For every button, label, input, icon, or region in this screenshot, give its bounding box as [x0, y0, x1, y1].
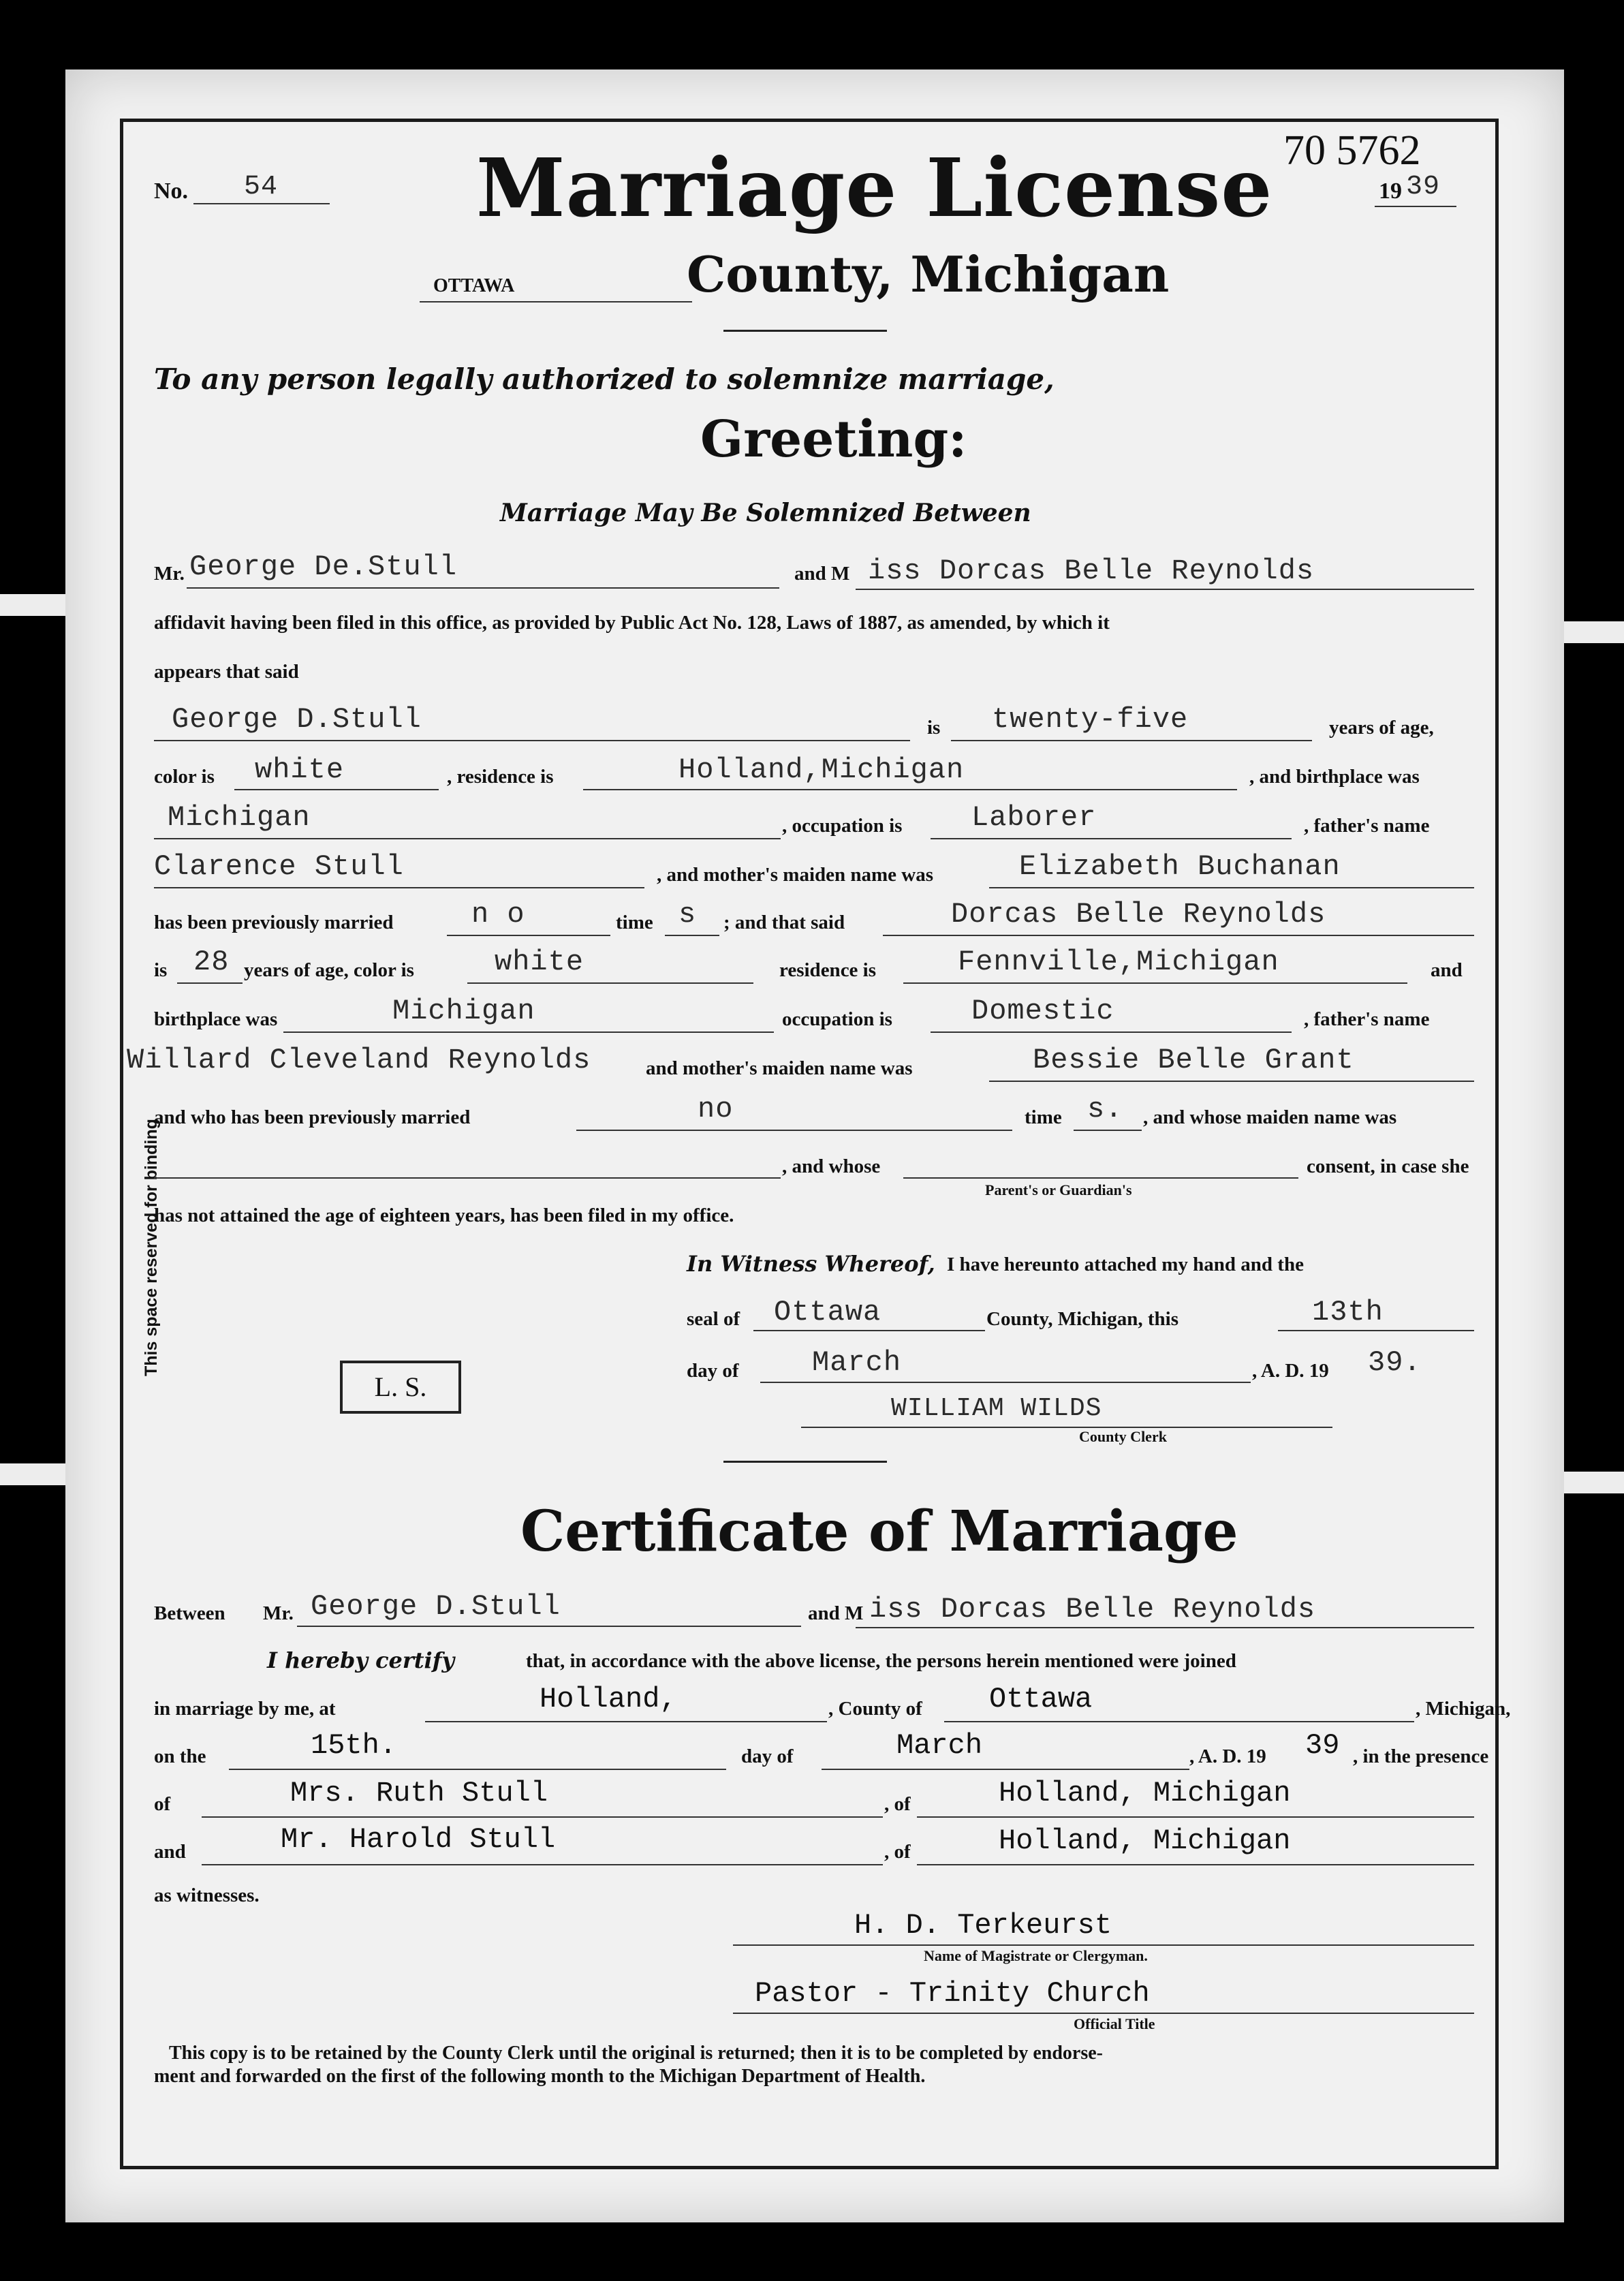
is-label-2: is — [154, 959, 168, 981]
cert-and-label: and — [154, 1841, 186, 1863]
time-label: time — [616, 912, 653, 933]
year-prefix: 19 — [1379, 179, 1402, 204]
witness2-of-underline — [917, 1864, 1474, 1865]
license-no-underline — [193, 203, 330, 204]
witness1-name: Mrs. Ruth Stull — [290, 1777, 548, 1810]
groom-color-underline — [234, 789, 439, 790]
maiden-name-underline — [154, 1177, 781, 1179]
groom-prev-underline — [447, 935, 610, 936]
county-underline — [420, 301, 692, 302]
witness-month-underline — [760, 1382, 1251, 1383]
affidavit-line-2: appears that said — [154, 661, 299, 683]
cert-year: 39 — [1305, 1729, 1340, 1762]
cert-county: Ottawa — [989, 1683, 1093, 1716]
bride-occupation-underline — [931, 1031, 1292, 1033]
bride-residence-label: residence is — [779, 959, 877, 981]
cert-and-miss-label: and M — [808, 1602, 864, 1624]
groom-prev-married: n o — [471, 898, 525, 931]
official-title: Pastor - Trinity Church — [755, 1977, 1150, 2010]
bride-time-label: time — [1025, 1106, 1062, 1128]
scan-bar-left-top — [0, 594, 68, 616]
cert-groom: George D.Stull — [311, 1590, 561, 1623]
groom-mother-underline — [989, 887, 1474, 888]
cert-county-underline — [944, 1721, 1414, 1722]
day-of-label: day of — [687, 1360, 739, 1382]
footer-line-2: ment and forwarded on the first of the following month to the Michigan Department of Health. — [154, 2066, 926, 2087]
cert-day: 15th. — [311, 1729, 397, 1762]
license-no-label: No. — [154, 179, 189, 204]
cert-month-underline — [822, 1769, 1189, 1770]
license-title: Marriage License — [476, 140, 1273, 235]
presence-label: , in the presence — [1353, 1745, 1489, 1767]
cert-of-label-3: , of — [884, 1841, 911, 1863]
mother-label: , and mother's maiden name was — [657, 864, 934, 886]
bride-age: 28 — [193, 946, 230, 978]
eighteen-label: has not attained the age of eighteen years, has been filed in my office. — [154, 1205, 734, 1226]
cert-day-underline — [229, 1769, 726, 1770]
years-label: years of age, — [1329, 717, 1434, 739]
bride-occupation: Domestic — [971, 995, 1114, 1027]
witness1-of: Holland, Michigan — [999, 1777, 1291, 1810]
witness1-underline — [202, 1816, 883, 1818]
mr-label: Mr. — [154, 563, 185, 585]
groom-name-underline — [187, 587, 779, 589]
greeting-subheading: Marriage May Be Solemnized Between — [500, 499, 1031, 527]
clerk-caption: County Clerk — [1079, 1428, 1167, 1445]
document-page — [65, 69, 1564, 2222]
license-no: 54 — [244, 172, 279, 202]
as-witnesses-label: as witnesses. — [154, 1884, 260, 1906]
county-michigan-label: County, Michigan, this — [986, 1308, 1178, 1330]
witness2-name: Mr. Harold Stull — [281, 1823, 556, 1856]
guardian-underline — [903, 1177, 1298, 1179]
cert-ad-label: , A. D. 19 — [1189, 1745, 1266, 1767]
witness-month: March — [812, 1346, 902, 1379]
affidavit-line-1: affidavit having been filed in this office, as provided by Public Act No. 128, Laws of 1887, as amended, by which it — [154, 612, 1110, 634]
official-title-underline — [733, 2013, 1474, 2014]
groom-residence-underline — [583, 789, 1237, 790]
greeting-address: To any person legally authorized to solemnize marriage, — [154, 362, 1055, 396]
bride-mother-label: and mother's maiden name was — [646, 1057, 913, 1079]
bride-residence: Fennville,Michigan — [958, 946, 1279, 978]
witness1-of-underline — [917, 1816, 1474, 1818]
clerk-name: WILLIAM WILDS — [891, 1394, 1102, 1423]
cert-month: March — [896, 1729, 983, 1762]
parents-caption: Parent's or Guardian's — [985, 1181, 1132, 1198]
bride-prev-underline — [576, 1130, 1012, 1131]
groom-name-2-underline — [154, 740, 910, 741]
scan-bar-left-bottom — [0, 1463, 68, 1485]
cert-bride-underline — [856, 1627, 1474, 1628]
bride-mother: Bessie Belle Grant — [1033, 1044, 1354, 1076]
footer-line-1: This copy is to be retained by the County Clerk until the original is returned; then it is to be completed by endorse- — [169, 2043, 1103, 2064]
groom-father: Clarence Stull — [154, 850, 404, 883]
father-label: , father's name — [1304, 815, 1430, 837]
groom-color: white — [255, 754, 345, 786]
groom-mother: Elizabeth Buchanan — [1019, 850, 1341, 883]
cert-mr-label: Mr. — [263, 1602, 294, 1624]
accordance-label: that, in accordance with the above license, the persons herein mentioned were joined — [526, 1650, 1236, 1672]
seal-county: Ottawa — [774, 1296, 881, 1329]
bride-birthplace-underline — [283, 1031, 774, 1033]
groom-occupation: Laborer — [971, 801, 1097, 834]
groom-name: George De.Stull — [189, 550, 458, 583]
witness2-of: Holland, Michigan — [999, 1825, 1291, 1857]
occupation-label: , occupation is — [782, 815, 903, 837]
cert-of-label-2: , of — [884, 1793, 911, 1815]
maiden-name-label: , and whose maiden name was — [1143, 1106, 1397, 1128]
cert-of-label: of — [154, 1793, 171, 1815]
and-that-said-label: ; and that said — [723, 912, 845, 933]
cert-place: Holland, — [540, 1683, 677, 1716]
birthplace-label: , and birthplace was — [1249, 766, 1420, 788]
groom-occupation-underline — [931, 838, 1292, 839]
bride-father: Willard Cleveland Reynolds — [127, 1044, 591, 1076]
witness-year: 39. — [1368, 1346, 1422, 1379]
and-whose-label: , and whose — [782, 1155, 881, 1177]
michigan-label: , Michigan, — [1416, 1698, 1511, 1720]
witness2-underline — [202, 1864, 883, 1865]
consent-label: consent, in case she — [1307, 1155, 1469, 1177]
stamp-number: 70 5762 — [1283, 127, 1421, 174]
bride-color-underline — [467, 982, 753, 984]
bride-occupation-label: occupation is — [782, 1008, 892, 1030]
bride-father-label: , father's name — [1304, 1008, 1430, 1030]
groom-birthplace: Michigan — [168, 801, 311, 834]
seal-county-underline — [753, 1330, 985, 1331]
scan-bar-right-bottom — [1560, 1472, 1624, 1493]
bride-residence-underline — [903, 982, 1407, 984]
groom-age: twenty-five — [992, 703, 1189, 736]
attached-label: I have hereunto attached my hand and the — [947, 1254, 1304, 1275]
witness-day-underline — [1278, 1330, 1474, 1331]
on-the-label: on the — [154, 1745, 206, 1767]
bride-times-underline — [1074, 1130, 1142, 1131]
witness-day: 13th — [1312, 1296, 1384, 1329]
section-rule — [723, 1461, 887, 1463]
is-label: is — [927, 717, 941, 739]
county-title: County, Michigan — [687, 245, 1170, 303]
bride-times: s. — [1087, 1093, 1123, 1126]
bride-birthplace-label: birthplace was — [154, 1008, 278, 1030]
bride-name-2: Dorcas Belle Reynolds — [951, 898, 1326, 931]
cert-bride: iss Dorcas Belle Reynolds — [869, 1593, 1316, 1626]
seal-of-label: seal of — [687, 1308, 740, 1330]
bride-name-underline — [856, 589, 1474, 590]
in-marriage-label: in marriage by me, at — [154, 1698, 336, 1720]
groom-residence: Holland,Michigan — [678, 754, 965, 786]
title-caption: Official Title — [1074, 2015, 1155, 2032]
scan-bar-right-top — [1560, 621, 1624, 643]
groom-birthplace-underline — [154, 838, 781, 839]
bride-name: iss Dorcas Belle Reynolds — [868, 555, 1315, 587]
county-name: OTTAWA — [433, 275, 515, 296]
county-of-label: , County of — [828, 1698, 922, 1720]
greeting-heading: Greeting: — [700, 410, 967, 469]
clerk-underline — [801, 1427, 1332, 1428]
bride-age-underline — [177, 982, 243, 984]
groom-times-underline — [665, 935, 719, 936]
header-rule — [723, 330, 887, 332]
certificate-title: Certificate of Marriage — [520, 1499, 1238, 1564]
prev-married-label: has been previously married — [154, 912, 394, 933]
bride-years-color-label: years of age, color is — [244, 959, 414, 981]
officiant-caption: Name of Magistrate or Clergyman. — [924, 1947, 1148, 1964]
officiant-name: H. D. Terkeurst — [854, 1909, 1112, 1942]
bride-prev-married: no — [698, 1093, 734, 1126]
officiant-underline — [733, 1944, 1474, 1946]
in-witness-whereof: In Witness Whereof, — [687, 1251, 935, 1277]
bride-mother-underline — [989, 1081, 1474, 1082]
and-label: and — [1431, 959, 1463, 981]
hereby-certify: I hereby certify — [267, 1647, 455, 1673]
bride-birthplace: Michigan — [392, 995, 535, 1027]
between-label: Between — [154, 1602, 225, 1624]
residence-label: , residence is — [447, 766, 554, 788]
and-miss-label: and M — [794, 563, 850, 585]
groom-age-underline — [951, 740, 1312, 741]
year-underline — [1375, 206, 1456, 207]
bride-color: white — [495, 946, 584, 978]
binding-note: This space reserved for binding — [142, 1119, 161, 1376]
header-year: 39 — [1406, 172, 1441, 202]
groom-name-2: George D.Stull — [172, 703, 422, 736]
color-label: color is — [154, 766, 215, 788]
ls-box: L. S. — [340, 1361, 461, 1414]
bride-name-2-underline — [883, 935, 1474, 936]
cert-day-of-label: day of — [741, 1745, 794, 1767]
groom-father-underline — [154, 887, 644, 888]
cert-place-underline — [425, 1721, 827, 1722]
cert-groom-underline — [297, 1626, 801, 1627]
ad-label: , A. D. 19 — [1252, 1360, 1329, 1382]
bride-prev-label: and who has been previously married — [154, 1106, 471, 1128]
groom-times: s — [678, 898, 697, 931]
